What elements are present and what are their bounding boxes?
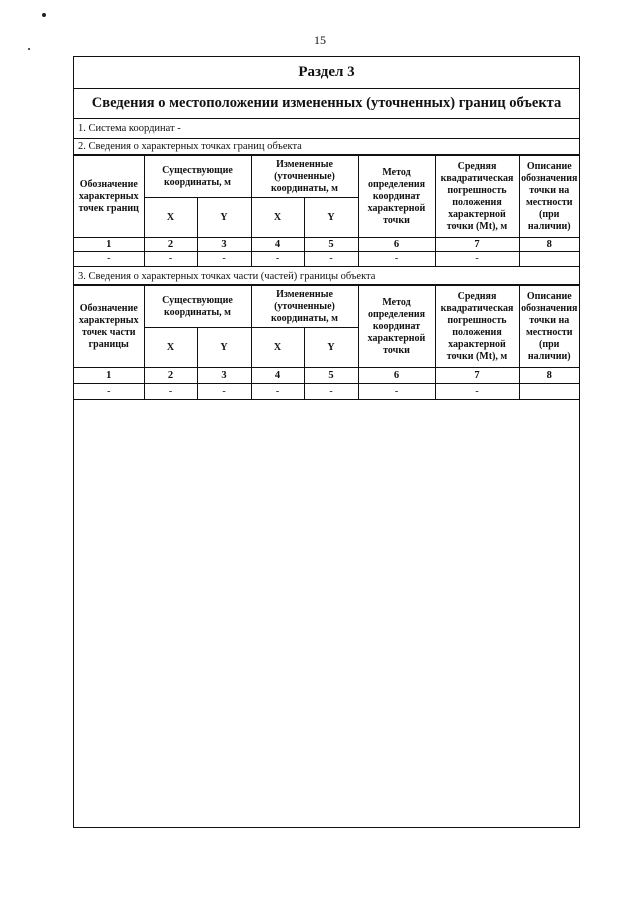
column-number: 3 <box>197 238 251 252</box>
col-description-header: Описание обозначения точки на местности (при наличии) <box>519 156 579 238</box>
changed-x-header: X <box>251 328 304 368</box>
table-cell: - <box>435 252 519 267</box>
column-number-row <box>74 368 579 384</box>
column-number: 2 <box>144 238 197 252</box>
existing-y-header: Y <box>197 328 251 368</box>
part-boundary-points-table <box>74 285 579 400</box>
table-cell: - <box>74 252 144 267</box>
table-row <box>74 252 579 267</box>
col-existing-header: Существующие координаты, м <box>144 156 251 198</box>
block3-title: 3. Сведения о характерных точках части (частей) границы объекта <box>74 268 579 285</box>
page-number: 15 <box>314 33 326 47</box>
table-cell: - <box>144 252 197 267</box>
coordinate-system-row: 1. Система координат - <box>74 119 579 139</box>
section-title: Раздел 3 <box>74 57 579 89</box>
column-number: 3 <box>197 368 251 384</box>
column-number: 6 <box>358 238 435 252</box>
table-cell: - <box>197 384 251 400</box>
col-description-header: Описание обозначения точки на местности (при наличии) <box>519 286 579 368</box>
existing-y-header: Y <box>197 198 251 238</box>
table-cell: - <box>304 252 358 267</box>
changed-y-header: Y <box>304 198 358 238</box>
col-changed-header: Измененные (уточненные) координаты, м <box>251 156 358 198</box>
existing-x-header: X <box>144 328 197 368</box>
table-cell: - <box>304 384 358 400</box>
table-cell: - <box>358 384 435 400</box>
column-number: 1 <box>74 238 144 252</box>
table-row <box>74 384 579 400</box>
col-method-header: Метод определения координат характерной точки <box>358 286 435 368</box>
column-number: 5 <box>304 368 358 384</box>
existing-x-header: X <box>144 198 197 238</box>
section-heading: Сведения о местоположении измененных (уточненных) границ объекта <box>74 89 579 119</box>
col-changed-header: Измененные (уточненные) координаты, м <box>251 286 358 328</box>
col-method-header: Метод определения координат характерной точки <box>358 156 435 238</box>
col-error-header: Средняя квадратическая погрешность положения характерной точки (Mt), м <box>435 156 519 238</box>
table-cell: - <box>74 384 144 400</box>
column-number: 8 <box>519 368 579 384</box>
col-existing-header: Существующие координаты, м <box>144 286 251 328</box>
column-number: 7 <box>435 238 519 252</box>
table-cell: - <box>251 384 304 400</box>
table-cell: - <box>144 384 197 400</box>
table-cell: - <box>197 252 251 267</box>
table-cell <box>519 252 579 267</box>
col-error-header: Средняя квадратическая погрешность положения характерной точки (Mt), м <box>435 286 519 368</box>
column-number: 7 <box>435 368 519 384</box>
col-designation-header: Обозначение характерных точек границ <box>74 156 144 238</box>
table-cell: - <box>358 252 435 267</box>
scan-speck <box>28 48 30 50</box>
column-number: 4 <box>251 368 304 384</box>
column-number-row <box>74 238 579 252</box>
changed-x-header: X <box>251 198 304 238</box>
changed-y-header: Y <box>304 328 358 368</box>
column-number: 1 <box>74 368 144 384</box>
column-number: 6 <box>358 368 435 384</box>
scan-speck <box>42 13 46 17</box>
table-cell <box>519 384 579 400</box>
column-number: 4 <box>251 238 304 252</box>
col-designation-header: Обозначение характерных точек части границы <box>74 286 144 368</box>
block2-title: 2. Сведения о характерных точках границ объекта <box>74 139 579 155</box>
boundary-points-table <box>74 155 579 267</box>
column-number: 5 <box>304 238 358 252</box>
table-cell: - <box>435 384 519 400</box>
table-cell: - <box>251 252 304 267</box>
column-number: 2 <box>144 368 197 384</box>
section-frame <box>73 56 580 828</box>
column-number: 8 <box>519 238 579 252</box>
